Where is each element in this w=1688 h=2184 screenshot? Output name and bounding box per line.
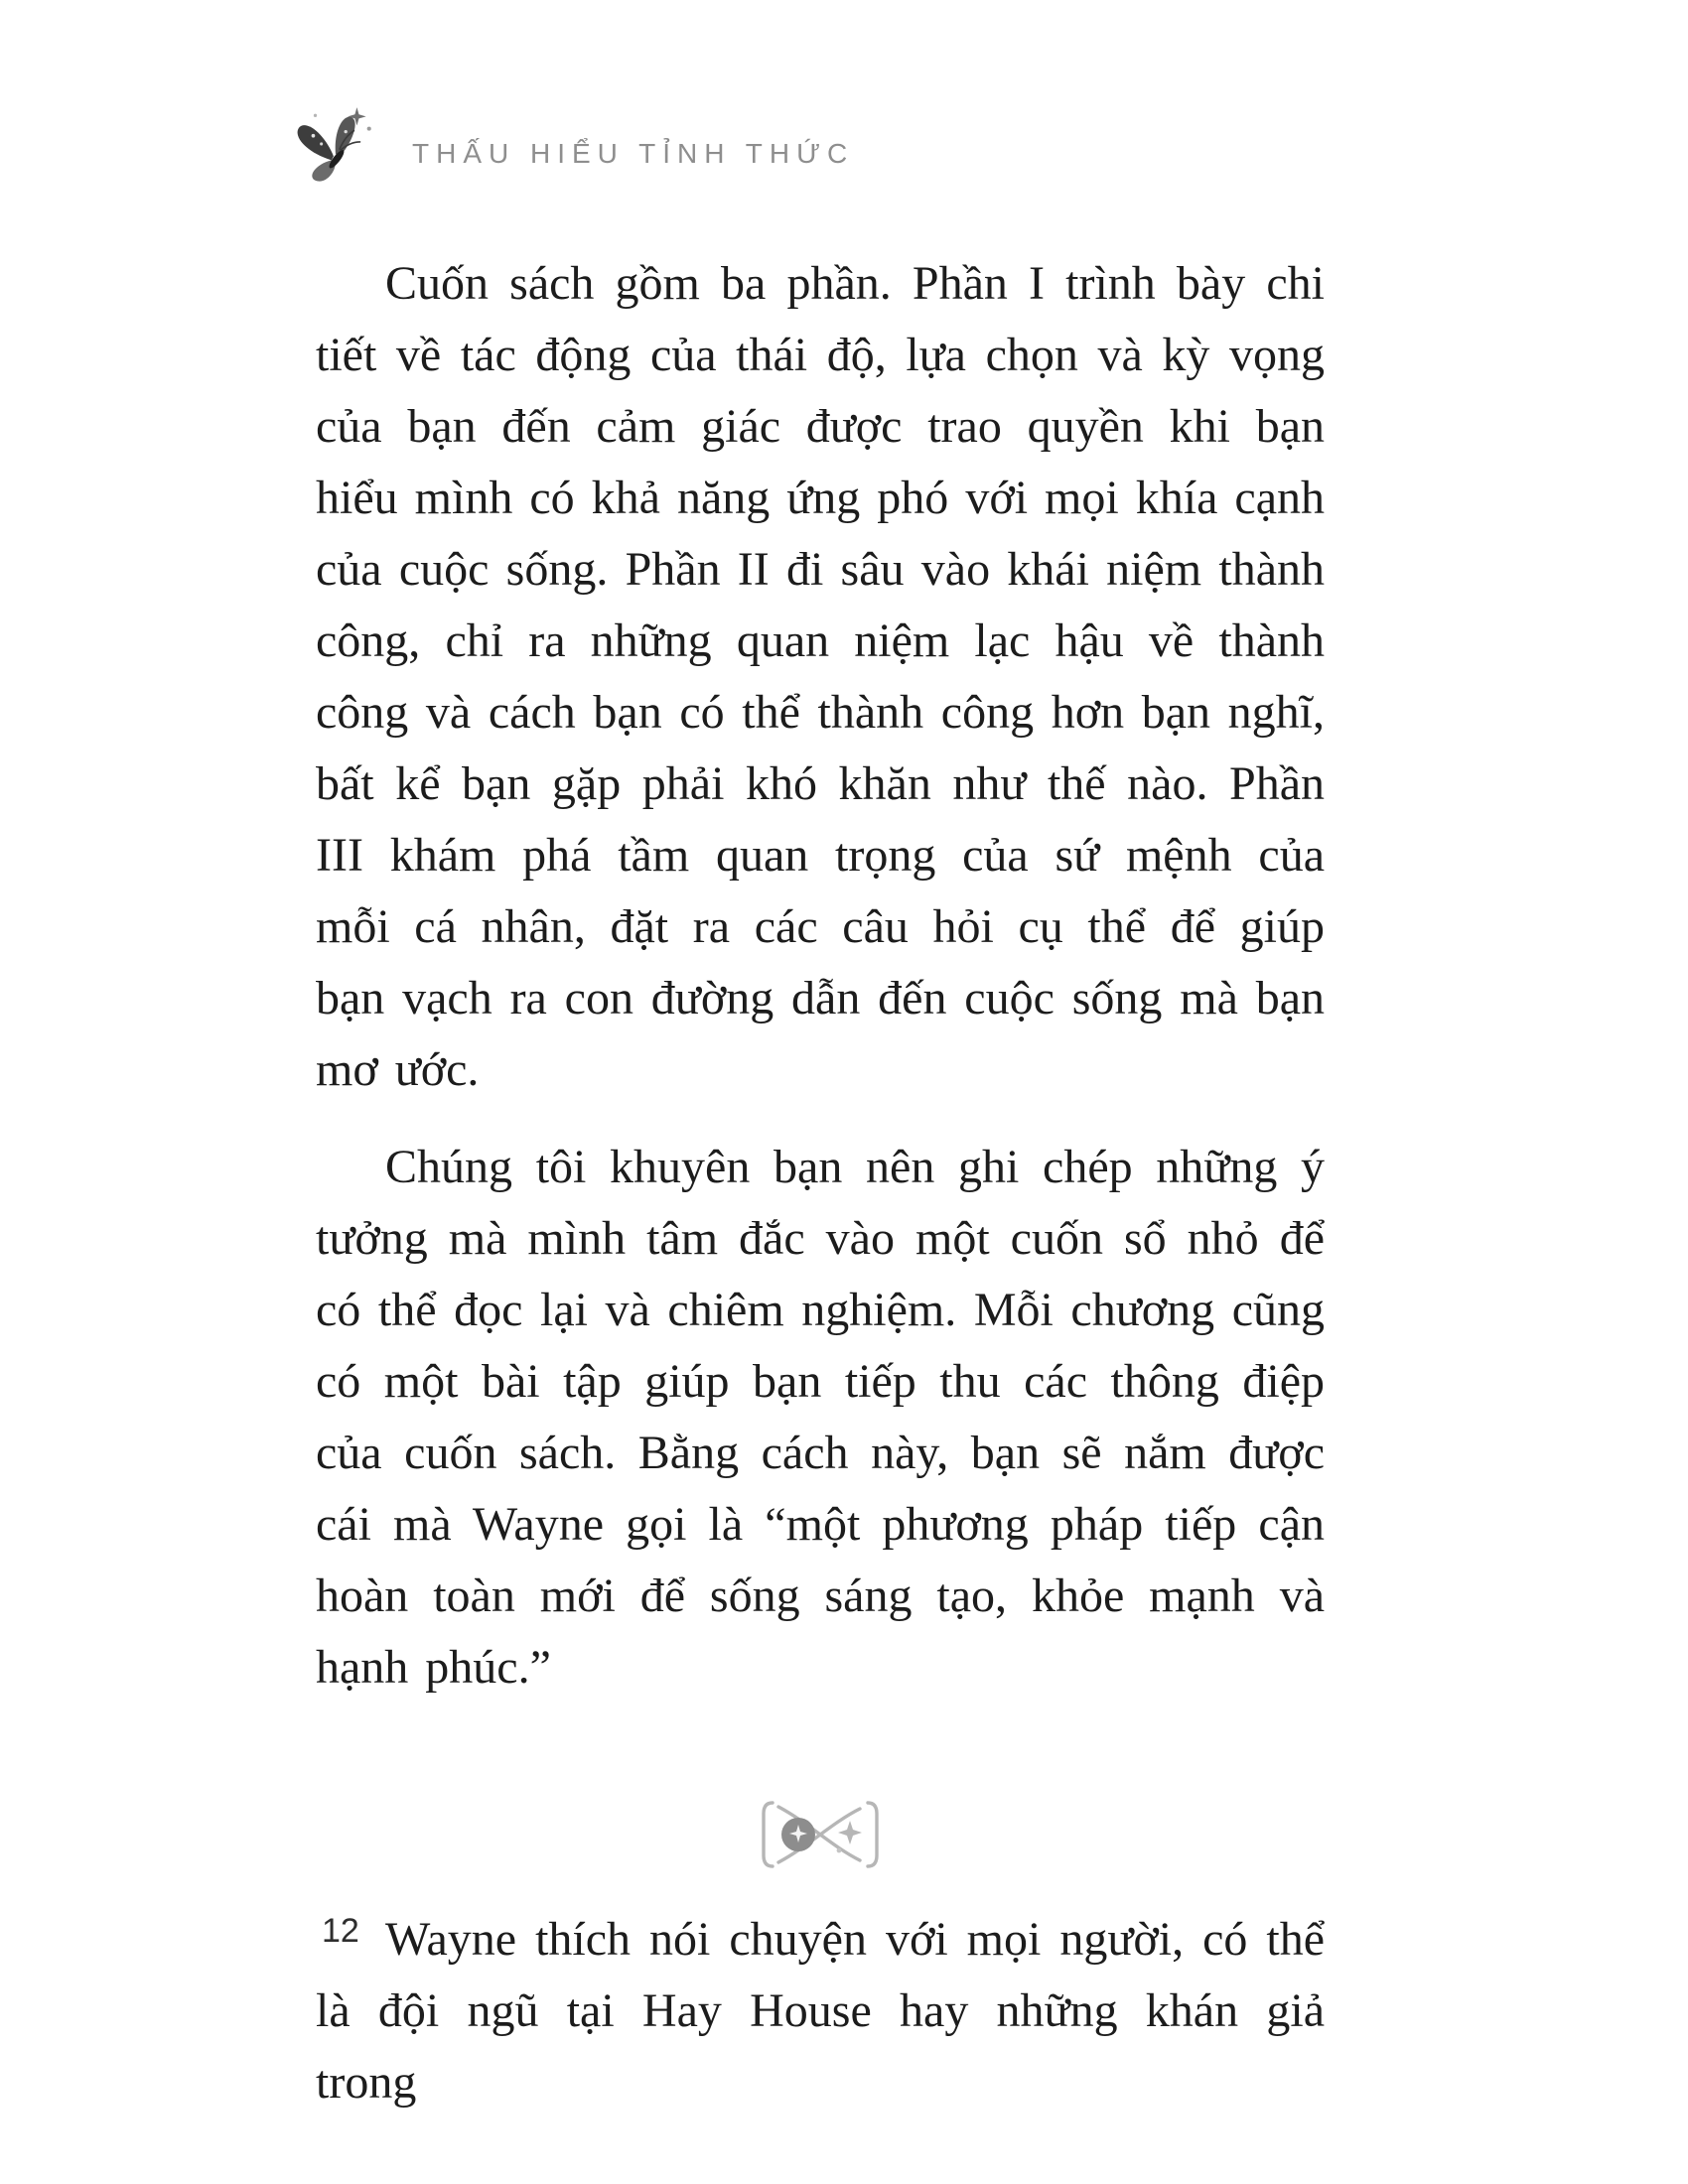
paragraph-1: Cuốn sách gồm ba phần. Phần I trình bày chi tiết về tác động của thái độ, lựa chọn và kỳ vọng của bạn đến cảm giác được trao quyền khi bạn hiểu mình có khả năng ứng phó với mọi khía cạnh của cuộc sống. Phần II đi sâu vào khái niệm thành công, chỉ ra những quan niệm lạc hậu về thành công và cách bạn có thể thành công hơn bạn nghĩ, bất kể bạn gặp phải khó khăn như thế nào. Phần III khám phá tầm quan trọng của sứ mệnh của mỗi cá nhân, đặt ra các câu hỏi cụ thể để giúp bạn vạch ra con đường dẫn đến cuộc sống mà bạn mơ ước. [316, 257, 1325, 1096]
page-body [316, 248, 1325, 2118]
running-header [293, 101, 854, 191]
section-divider [316, 1795, 1325, 1874]
paragraph-3: Wayne thích nói chuyện với mọi người, có thể là đội ngũ tại Hay House hay những khán giả trong [316, 1913, 1325, 2109]
page-number: 12 [322, 1912, 359, 1950]
paragraph-2: Chúng tôi khuyên bạn nên ghi chép những ý tưởng mà mình tâm đắc vào một cuốn sổ nhỏ để có thể đọc lại và chiêm nghiệm. Mỗi chương cũng có một bài tập giúp bạn tiếp thu các thông điệp của cuốn sách. Bằng cách này, bạn sẽ nắm được cái mà Wayne gọi là “một phương pháp tiếp cận hoàn toàn mới để sống sáng tạo, khỏe mạnh và hạnh phúc.” [316, 1141, 1325, 1694]
running-header-title: THẤU HIỂU TỈNH THỨC [412, 138, 855, 169]
butterfly-icon [293, 101, 382, 191]
hourglass-sparkle-divider-icon [743, 1795, 898, 1874]
